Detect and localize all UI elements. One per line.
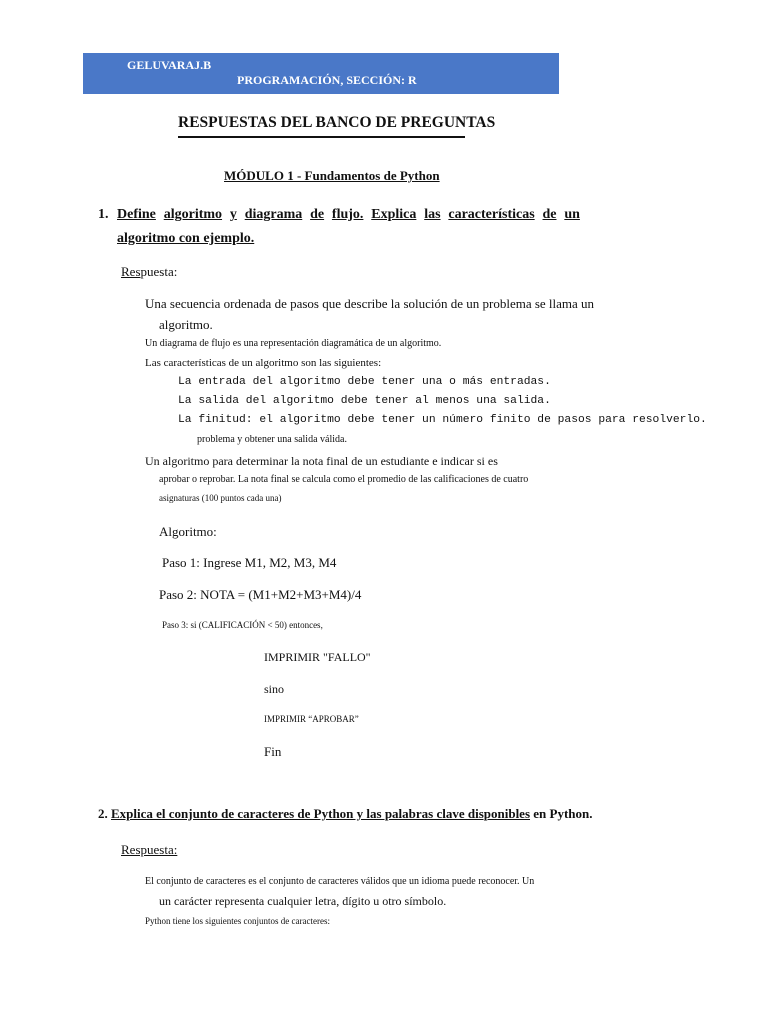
q1-word: y (229, 207, 237, 222)
characteristic-finiteness: La finitud: el algoritmo debe tener un número finito de pasos para resolverlo. (178, 414, 707, 426)
list-item (142, 357, 381, 369)
list-item-text: Un algoritmo para determinar la nota final de un estudiante e indicar si es (145, 454, 498, 468)
question-1-text-line2: algoritmo con ejemplo. (117, 231, 255, 246)
q1-word: de (310, 207, 325, 222)
author-name: GELUVARAJ.B (127, 58, 212, 72)
q1-word: diagrama (244, 207, 303, 222)
q1-word: flujo. (331, 207, 364, 222)
list-item-continuation: asignaturas (100 puntos cada una) (159, 493, 282, 503)
characteristic-output: La salida del algoritmo debe tener al menos una salida. (178, 395, 551, 407)
algorithm-print-pass: IMPRIMIR “APROBAR” (264, 714, 359, 724)
algorithm-step-1: Paso 1: Ingrese M1, M2, M3, M4 (162, 555, 337, 570)
list-item-continuation: un carácter representa cualquier letra, dígito u otro símbolo. (159, 894, 447, 908)
list-item (142, 296, 594, 312)
question-2 (98, 806, 593, 822)
list-item-text: El conjunto de caracteres es el conjunto de caracteres válidos que un idioma puede reconocer. Un (145, 876, 535, 887)
algorithm-step-2: Paso 2: NOTA = (M1+M2+M3+M4)/4 (159, 587, 362, 602)
q1-word: las (424, 207, 441, 222)
title-underline (178, 136, 465, 138)
list-item-text: Un diagrama de flujo es una representación diagramática de un algoritmo. (145, 338, 442, 349)
list-item (142, 454, 498, 469)
list-item (142, 338, 441, 349)
characteristic-finiteness-cont: problema y obtener una salida válida. (197, 434, 347, 445)
list-item-continuation: aprobar o reprobar. La nota final se calcula como el promedio de las calificaciones de cuatro (159, 474, 529, 485)
question-1-number: 1. (98, 207, 109, 222)
algorithm-else: sino (264, 682, 285, 696)
algorithm-title: Algoritmo: (159, 524, 217, 539)
q1-word: de (542, 207, 557, 222)
list-item-text: Las características de un algoritmo son las siguientes: (145, 357, 382, 369)
response-label (121, 264, 177, 280)
question-2-text: Explica el conjunto de caracteres de Python y las palabras clave disponibles (111, 806, 531, 821)
list-item (142, 916, 330, 927)
list-item-text: Una secuencia ordenada de pasos que describe la solución de un problema se llama un (145, 296, 595, 311)
list-item-continuation: algoritmo. (159, 317, 213, 332)
response-label-underlined: Res (121, 264, 141, 279)
response-label: Respuesta: (121, 842, 178, 857)
header-banner (83, 53, 559, 94)
q1-word: Define (117, 207, 156, 222)
course-section: PROGRAMACIÓN, SECCIÓN: R (237, 73, 417, 87)
module-heading: MÓDULO 1 - Fundamentos de Python (224, 168, 440, 183)
algorithm-end: Fin (264, 744, 282, 759)
question-1-text-line1 (117, 207, 580, 223)
document-title: RESPUESTAS DEL BANCO DE PREGUNTAS (178, 114, 496, 131)
algorithm-step-3: Paso 3: si (CALIFICACIÓN < 50) entonces, (162, 620, 323, 630)
list-item (142, 876, 534, 887)
algorithm-print-fail: IMPRIMIR "FALLO" (264, 650, 371, 664)
q1-word: características (448, 207, 535, 222)
characteristic-input: La entrada del algoritmo debe tener una o más entradas. (178, 376, 551, 388)
q1-word: algoritmo (163, 207, 223, 222)
response-label-rest: puesta: (140, 264, 178, 279)
q1-word: Explica (371, 207, 417, 222)
q1-word: un (564, 207, 580, 222)
question-2-text-rest: en Python. (530, 806, 593, 821)
list-item-text: Python tiene los siguientes conjuntos de caracteres: (145, 916, 330, 926)
question-2-number: 2. (98, 806, 108, 821)
